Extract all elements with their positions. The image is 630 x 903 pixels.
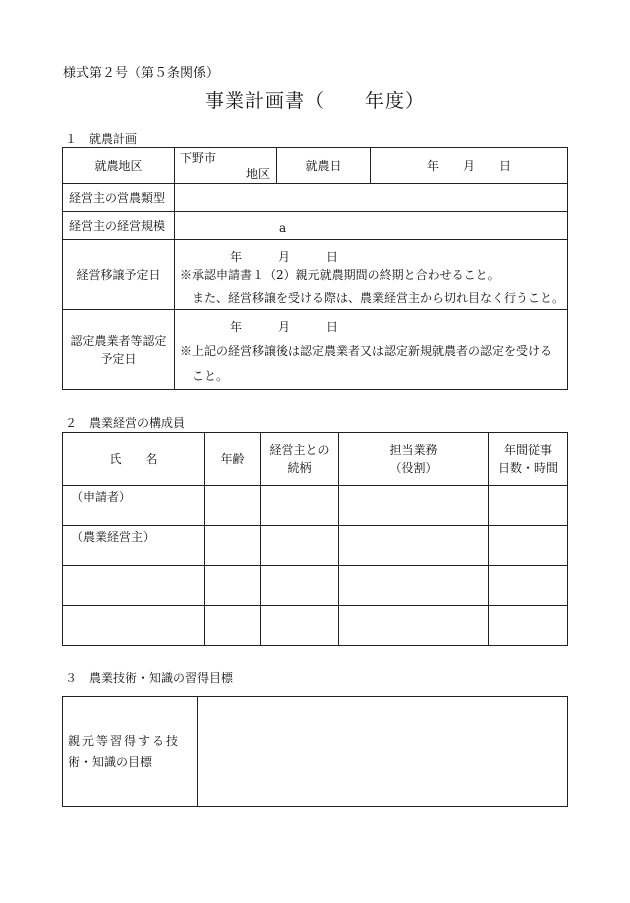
skills-goal-table [62,696,568,807]
member-age-cell[interactable] [205,606,261,646]
header-duty-line1: 担当業務 [389,443,438,457]
header-age: 年齢 [205,433,261,486]
start-date-label: 就農日 [277,148,371,184]
certified-note-1: ※上記の経営移譲後は認定農業者又は認定新規就農者の認定を受ける [180,344,553,358]
header-relation-line1: 経営主との [269,443,330,457]
member-name-cell[interactable] [63,606,205,646]
city-text: 下野市 [180,151,217,165]
farm-scale-unit: a [279,221,287,235]
transfer-label: 経営移譲予定日 [63,240,175,310]
member-relation-cell[interactable] [261,566,339,606]
member-relation-cell[interactable] [261,526,339,566]
transfer-date: 年 月 日 [230,250,339,264]
table-row [63,526,568,566]
skills-goal-value[interactable] [198,697,568,807]
member-work-cell[interactable] [489,486,568,526]
farming-plan-table [62,147,568,390]
member-work-cell[interactable] [489,526,568,566]
table-row [63,566,568,606]
header-relation-line2: 続柄 [287,461,312,475]
member-age-cell[interactable] [205,566,261,606]
area-cell[interactable] [175,148,277,184]
header-duty [339,433,489,486]
header-work [489,433,568,486]
member-relation-cell[interactable] [261,606,339,646]
transfer-note-2: また、経営移譲を受ける際は、農業経営主から切れ目なく行うこと。 [192,291,565,305]
header-name: 氏 名 [63,433,205,486]
section1-heading: １ 就農計画 [65,132,138,146]
certified-cell[interactable] [175,310,568,390]
farm-scale-label: 経営主の経営規模 [63,212,175,240]
table-row [63,486,568,526]
area-label: 就農地区 [63,148,175,184]
transfer-note-1: ※承認申請書１（2）親元就農期間の終期と合わせること。 [180,268,500,282]
skills-goal-label [63,697,198,807]
member-relation-cell[interactable] [261,486,339,526]
member-age-cell[interactable] [205,526,261,566]
member-duty-cell[interactable] [339,486,489,526]
section2-heading: ２ 農業経営の構成員 [65,416,186,430]
member-name-cell[interactable]: （申請者） [63,486,205,526]
form-number: 様式第２号（第５条関係） [63,66,220,81]
member-age-cell[interactable] [205,486,261,526]
member-duty-cell[interactable] [339,526,489,566]
members-table [62,432,568,646]
certified-note-2: こと。 [192,369,229,383]
header-work-line1: 年間従事 [503,443,552,457]
transfer-cell[interactable] [175,240,568,310]
member-name-cell[interactable] [63,566,205,606]
skills-goal-label-line2: 術・知識の目標 [68,754,153,769]
member-name-cell[interactable]: （農業経営主） [63,526,205,566]
farm-type-label: 経営主の営農類型 [63,184,175,212]
skills-goal-label-line1: 親元等習得する技 [68,733,181,748]
member-duty-cell[interactable] [339,606,489,646]
table-row [63,606,568,646]
farm-type-value[interactable] [175,184,568,212]
certified-label-line2: 予定日 [100,351,137,366]
section3-heading: ３ 農業技術・知識の習得目標 [65,671,234,685]
header-duty-line2: （役割） [389,461,438,475]
member-duty-cell[interactable] [339,566,489,606]
member-work-cell[interactable] [489,606,568,646]
header-work-line2: 日数・時間 [497,461,558,475]
certified-date: 年 月 日 [230,320,339,334]
member-work-cell[interactable] [489,566,568,606]
certified-label-line1: 認定農業者等認定 [70,333,167,348]
certified-label [63,310,175,390]
farm-scale-value[interactable] [175,212,568,240]
header-relation [261,433,339,486]
start-date-value[interactable]: 年 月 日 [371,148,568,184]
document-title: 事業計画書（ 年度） [204,90,425,112]
district-suffix: 地区 [246,167,271,181]
